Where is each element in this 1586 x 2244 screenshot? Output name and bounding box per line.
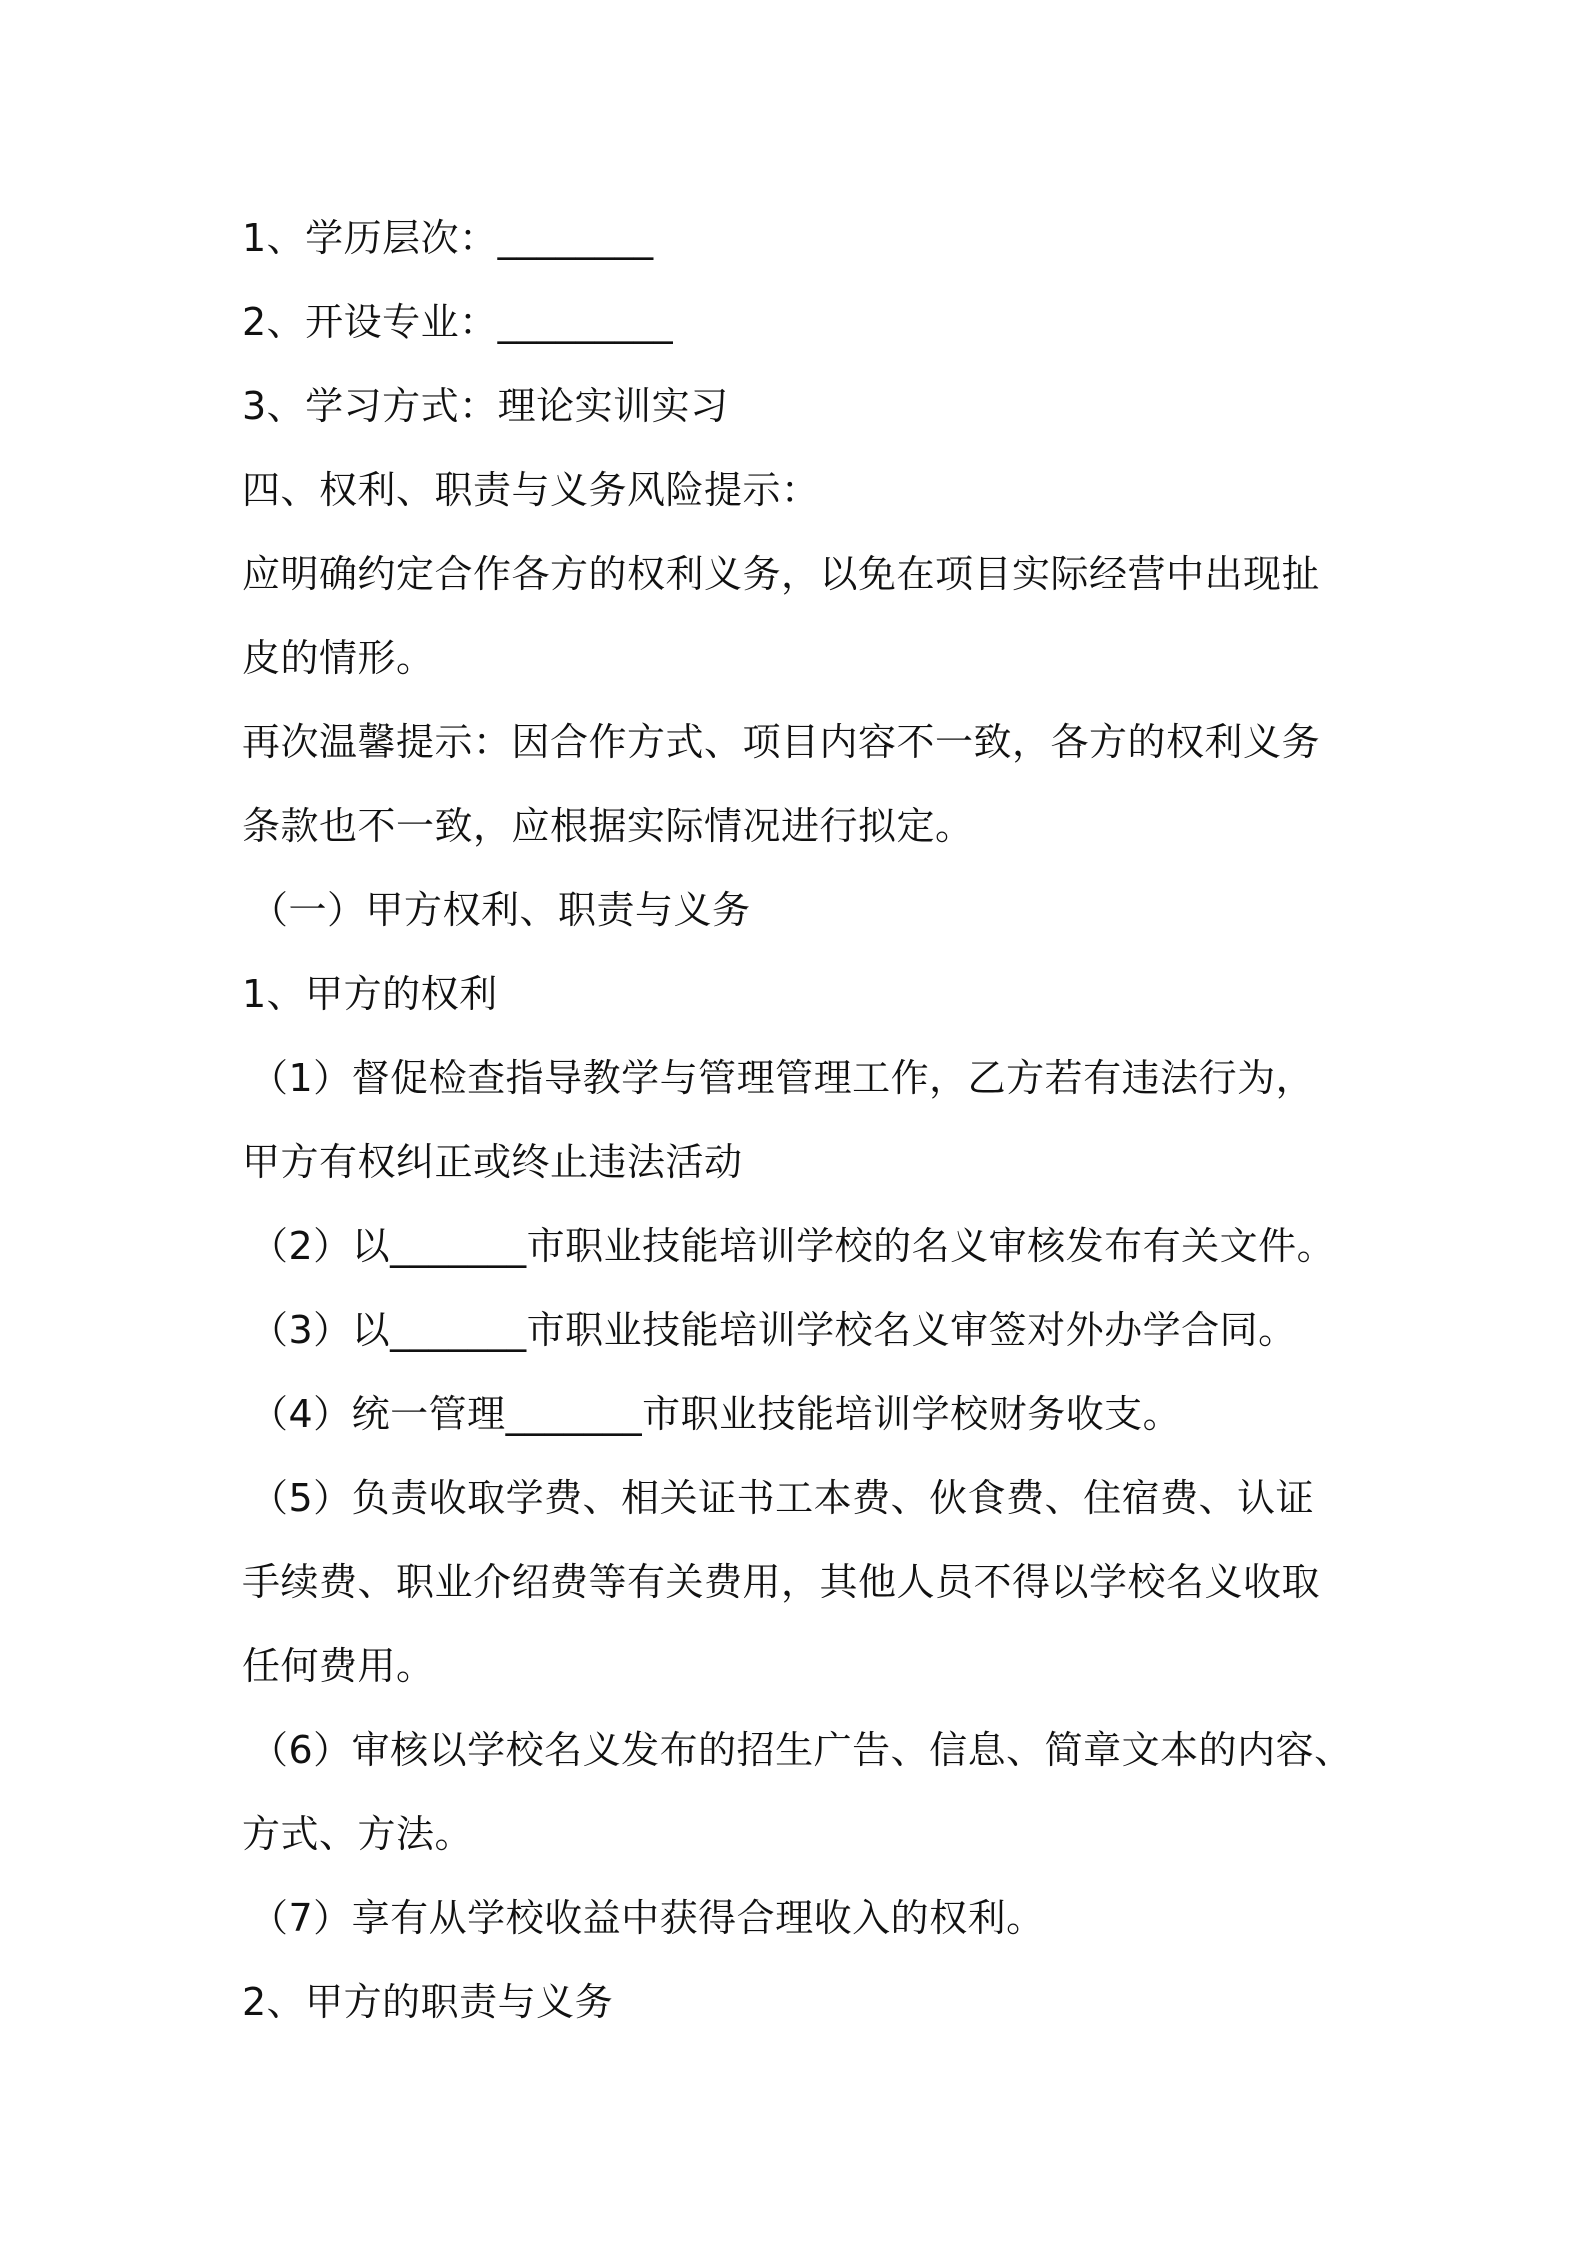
section-heading-rights-risk: 四、权利、职责与义务风险提示：: [242, 468, 820, 512]
education-level-line: 1、学历层次：________: [242, 216, 654, 260]
paragraph-line: 皮的情形。: [242, 636, 435, 680]
list-item-6: （6）审核以学校名义发布的招生广告、信息、简章文本的内容、: [250, 1728, 1353, 1772]
reminder-line: 条款也不一致，应根据实际情况进行拟定。: [242, 804, 974, 848]
list-item-1-continued: 甲方有权纠正或终止违法活动: [242, 1140, 743, 1184]
list-item-7: （7）享有从学校收益中获得合理收入的权利。: [250, 1896, 1045, 1940]
list-item-2: （2）以_______市职业技能培训学校的名义审核发布有关文件。: [250, 1224, 1336, 1268]
paragraph-line: 应明确约定合作各方的权利义务，以免在项目实际经营中出现扯: [242, 552, 1321, 596]
list-item-5-continued: 手续费、职业介绍费等有关费用，其他人员不得以学校名义收取: [242, 1560, 1321, 1604]
party-a-duties-heading: 2、甲方的职责与义务: [242, 1980, 614, 2024]
list-item-5: （5）负责收取学费、相关证书工本费、伙食费、住宿费、认证: [250, 1476, 1315, 1520]
list-item-5-continued: 任何费用。: [242, 1644, 435, 1688]
reminder-line: 再次温馨提示：因合作方式、项目内容不一致，各方的权利义务: [242, 720, 1321, 764]
major-line: 2、开设专业：_________: [242, 300, 674, 344]
list-item-6-continued: 方式、方法。: [242, 1812, 474, 1856]
document-body: [242, 196, 1382, 2044]
subsection-heading-party-a: （一）甲方权利、职责与义务: [250, 888, 751, 932]
list-item-1: （1）督促检查指导教学与管理管理工作，乙方若有违法行为，: [250, 1056, 1315, 1100]
party-a-rights-heading: 1、甲方的权利: [242, 972, 498, 1016]
study-method-line: 3、学习方式：理论实训实习: [242, 384, 729, 428]
list-item-4: （4）统一管理_______市职业技能培训学校财务收支。: [250, 1392, 1182, 1436]
list-item-3: （3）以_______市职业技能培训学校名义审签对外办学合同。: [250, 1308, 1297, 1352]
